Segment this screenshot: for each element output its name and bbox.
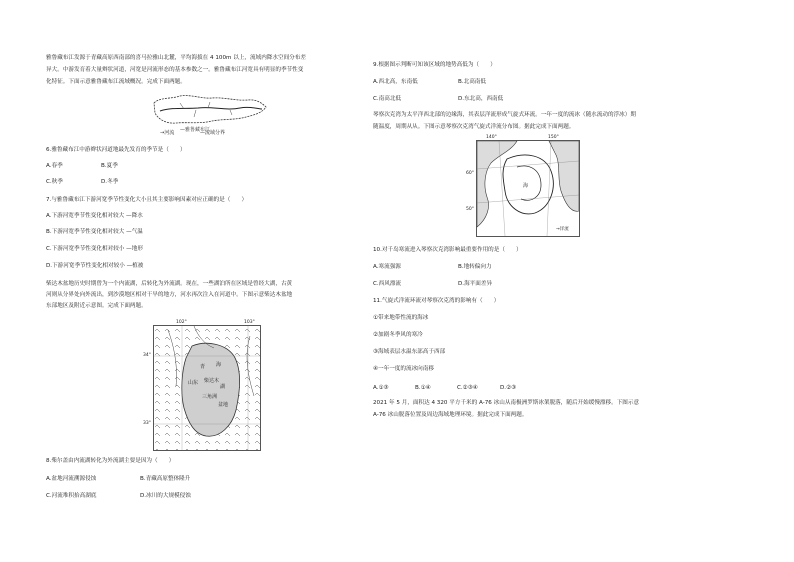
map2-label-6: 盆地	[218, 402, 229, 408]
map2-label-2: 山东	[188, 380, 199, 386]
map1-legend-a: —雅鲁藏布江	[180, 127, 211, 133]
q9-stem: 9.根据图示判断可知该区域的地势高低为（ ）	[373, 62, 496, 68]
intro-line-1: 雅鲁藏布江发源于青藏高原西南部的喜马拉雅山北麓，平均海拔在 4 100m 以上，流域内降水空间分布差	[46, 55, 306, 61]
intro4-line-2: A-76 冰山脱落位置及周边海域地理环境。据此完成下面两题。	[373, 412, 528, 418]
map2-label-3: 柴达木	[204, 378, 220, 384]
q7-option-b[interactable]: B.下游河宽季节性变化相对较大 —气温	[46, 229, 143, 235]
q9-option-d[interactable]: D.东北高，西南低	[458, 96, 504, 102]
map3-lon-2: 150°	[548, 135, 559, 140]
q11-choice-b[interactable]: B.①④	[415, 385, 431, 391]
intro2-line-1: 柴达木盆地历史时期曾为一个内流湖，后转化为外流湖。现在，一些湖泊所在区域是曾经大湖，古黄	[46, 281, 293, 287]
q9-option-a[interactable]: A.西北高，东南低	[373, 79, 418, 85]
map3-legend-current: →洋流	[556, 227, 569, 232]
q8-option-a[interactable]: A.盆地河流溯源侵蚀	[46, 476, 97, 482]
q11-statement-4: ④一年一度的流冰向南移	[373, 366, 434, 372]
q9-option-c[interactable]: C.南高北低	[373, 96, 402, 102]
q11-choice-d[interactable]: D.②③	[500, 385, 517, 391]
q6-option-b[interactable]: B.夏季	[101, 163, 118, 169]
q8-stem: 8.柴尔盖由内流湖转化为外流湖主要是因为（ ）	[46, 458, 175, 464]
map3-lat-1: 60°	[466, 171, 474, 176]
map2-lon-left: 102°	[176, 320, 187, 325]
q6-option-c[interactable]: C.秋季	[46, 179, 63, 185]
q11-stem: 11.气旋式洋流环流对琴察次克湾的影响有（ ）	[373, 298, 500, 304]
q7-stem: 7.与雅鲁藏布江下游河宽季节性变化大小且其主要影响因素对应正确的是（ ）	[46, 197, 248, 203]
map3-sea-label: 海	[523, 183, 529, 189]
q6-option-d[interactable]: D.冬季	[101, 179, 119, 185]
intro-line-3: 化特征。下面示意雅鲁藏布江流域概况。完成下面两题。	[46, 79, 186, 85]
map2-lat-top: 34°	[143, 353, 151, 358]
q8-option-c[interactable]: C.河流堆积抬高湖底	[46, 493, 97, 499]
map3-lon-1: 140°	[486, 135, 497, 140]
q6-option-a[interactable]: A.春季	[46, 163, 63, 169]
map3-lat-2: 50°	[466, 207, 474, 212]
okhotsk-current-map	[476, 140, 580, 237]
yarlung-basin-map	[150, 93, 270, 135]
intro2-line-2: 河则从分界处向外流出，到沙漠地区相对干旱的地方，河水再次注入在河道中。下图示意柴达木盆地	[46, 292, 293, 298]
map2-lat-bottom: 33°	[143, 421, 151, 426]
q7-option-d[interactable]: D.下游河宽季节性变化相对较小 —植被	[46, 263, 144, 269]
basin-map	[153, 325, 261, 451]
map2-label-1: 海	[216, 362, 222, 368]
intro3-line-1: 琴察次克湾为太平洋西北部的边缘海，其表层洋流形成气旋式环流。一年一度的流冰（随水流动的浮冰）期	[373, 112, 636, 118]
q10-option-d[interactable]: D.海平面差异	[458, 281, 493, 287]
intro2-line-3: 东部地区及附近示意图。完成下面两题。	[46, 303, 147, 309]
q6-stem: 6.雅鲁藏布江中游辫状河道地最先发育的季节是（ ）	[46, 147, 186, 153]
map2-label-5: 三角洲	[202, 394, 218, 400]
q7-option-a[interactable]: A.下游河宽季节性变化相对较大 —降水	[46, 213, 143, 219]
intro4-line-1: 2021 年 5 月，面积达 4 320 平方千米的 A-76 冰山从南极洲罗斯冰架脱落，随后开始缓慢漂移。下图示意	[373, 400, 640, 406]
map2-label-0: 青	[200, 364, 206, 370]
q11-choice-a[interactable]: A.①③	[373, 385, 389, 391]
q10-stem: 10.对千岛寒流进入琴察次克湾影响最重要作用的是（ ）	[373, 247, 522, 253]
map2-lon-right: 103°	[244, 320, 255, 325]
map1-legend-river: →河流	[160, 130, 175, 136]
intro-line-2: 异大。中游发育着大量辫状河道，河宽是河流形态的基本参数之一。雅鲁藏布江河宽具有明显的季节性变	[46, 67, 304, 73]
q10-option-c[interactable]: C.西风漂流	[373, 281, 402, 287]
q11-statement-1: ①带来地带性流的海冰	[373, 315, 429, 321]
q11-statement-3: ③海域表层水温东部高于西部	[373, 349, 446, 355]
map1-legend-divide: —流域分界	[200, 130, 226, 136]
q9-option-b[interactable]: B.北高南低	[458, 79, 486, 85]
map2-label-4: 湖	[220, 384, 226, 390]
q11-choice-c[interactable]: C.②③④	[457, 385, 478, 391]
intro3-line-2: 随温度，周期从从。下图示意琴察次克湾气旋式洋流分布图。据此完成下面两题。	[373, 124, 575, 130]
q8-option-b[interactable]: B.青藏高原整体隆升	[140, 476, 191, 482]
q11-statement-2: ②加剧冬季风的寒冷	[373, 332, 423, 338]
q8-option-d[interactable]: D.冰川的大规模侵蚀	[140, 493, 191, 499]
q10-option-b[interactable]: B.地转偏向力	[458, 264, 492, 270]
q7-option-c[interactable]: C.下游河宽季节性变化相对较小 —地形	[46, 246, 143, 252]
q10-option-a[interactable]: A.寒流强源	[373, 264, 401, 270]
